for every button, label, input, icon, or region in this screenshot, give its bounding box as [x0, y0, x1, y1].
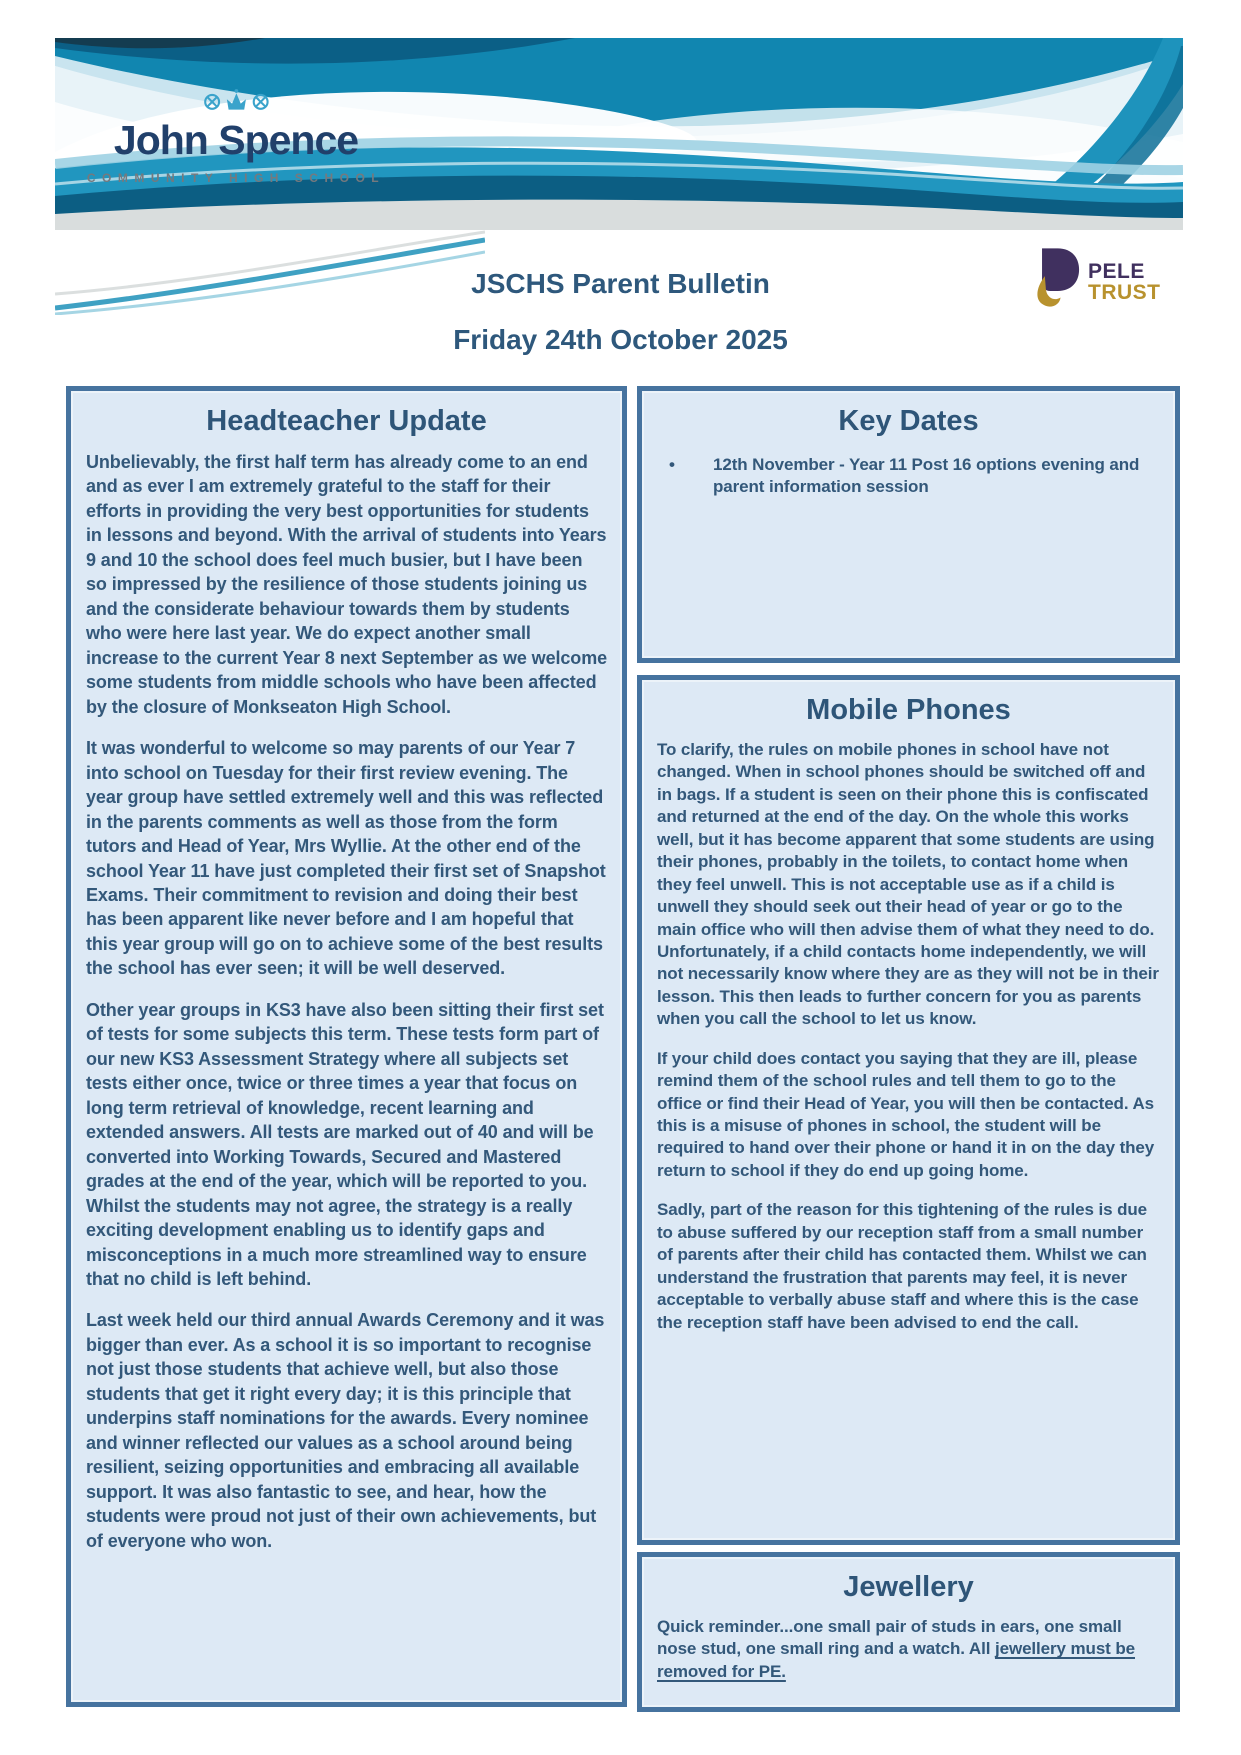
page-date: Friday 24th October 2025 — [453, 324, 788, 355]
pele-trust-logo-icon — [1030, 247, 1080, 309]
headteacher-update-heading: Headteacher Update — [206, 405, 487, 437]
pele-trust-wordmark — [1088, 261, 1161, 309]
headteacher-update-section — [66, 386, 627, 1707]
school-logo — [68, 88, 404, 185]
headteacher-paragraph: It was wonderful to welcome so may parents of our Year 7 into school on Tuesday for their first review evening. The year group have settled extremely well and this was reflected in the parents comments as well as those from the form tutors and Head of Year, Mrs Wyllie. At the other end of the school Year 11 have just completed their first set of Snapshot Exams. Their commitment to revision and doing their best has been apparent like never before and I am hopeful that this year group will go on to achieve some of the best results the school has ever seen; it will be well deserved. — [86, 738, 606, 979]
school-name: John Spence — [113, 117, 359, 163]
crown-icon — [200, 88, 273, 114]
jewellery-section — [637, 1552, 1180, 1712]
jewellery-heading: Jewellery — [843, 1571, 974, 1603]
page-title: JSCHS Parent Bulletin — [471, 268, 770, 299]
headteacher-paragraph: Other year groups in KS3 have also been sitting their first set of tests for some subjects this term. These tests form part of our new KS3 Assessment Strategy where all subjects set tests either once, twice or three times a year that focus on long term retrieval of knowledge, recent learning and extended answers. All tests are marked out of 40 and will be converted into Working Towards, Secured and Mastered grades at the end of the year, which will be reported to you. Whilst the students may not agree, the strategy is a really exciting development enabling us to identify gaps and misconceptions in a much more streamlined way to ensure that no child is left behind. — [86, 999, 604, 1289]
key-dates-heading: Key Dates — [838, 405, 979, 437]
mobile-phones-paragraph: Sadly, part of the reason for this tightening of the rules is due to abuse suffered by our reception staff from a small number of parents after their child has contacted them. Whilst we can understand the frustration that parents may feel, it is never acceptable to verbally abuse staff and where this is the case the reception staff have been advised to end the call. — [657, 1200, 1148, 1332]
school-subtitle: COMMUNITY HIGH SCHOOL — [86, 171, 386, 185]
key-dates-section — [637, 386, 1180, 663]
pele-trust-logo — [1030, 247, 1161, 309]
mobile-phones-paragraph: To clarify, the rules on mobile phones in school have not changed. When in school phones should be switched off and in bags. If a student is seen on their phone this is confiscated and returned at the end of the day. On the whole this works well, but it has become apparent that some students are using their phones, probably in the toilets, to contact home when they feel unwell. This is not acceptable use as if a child is unwell they should seek out their head of year or go to the main office who will then advise them of what they need to do. Unfortunately, if a child contacts home independently, we will not necessarily know where they are as they will not be in their lesson. This then leads to further concern for you as parents when you call the school to let us know. — [657, 740, 1159, 1029]
pele-trust-name-bottom: TRUST — [1088, 281, 1161, 304]
mobile-phones-heading: Mobile Phones — [806, 694, 1011, 726]
headteacher-paragraph: Unbelievably, the first half term has already come to an end and as ever I am extremely grateful to the staff for their efforts in providing the very best opportunities for students in lessons and beyond. With the arrival of students into Years 9 and 10 the school does feel much busier, but I have been so impressed by the resilience of those students joining us and the considerate behaviour towards them by students who were here last year. We do expect another small increase to the current Year 8 next September as we welcome some students from middle schools who have been affected by the closure of Monkseaton High School. — [86, 452, 608, 717]
mobile-phones-section — [637, 675, 1180, 1545]
jewellery-paragraph — [657, 1616, 1160, 1683]
key-dates-list — [657, 454, 1160, 499]
jewellery-text: Quick reminder...one small pair of studs in ears, one small nose stud, one small ring and a watch. All — [657, 1617, 1122, 1659]
headteacher-paragraph: Last week held our third annual Awards Ceremony and it was bigger than ever. As a school it is so important to recognise not just those students that achieve well, but also those students that get it right every day; it is this principle that underpins staff nominations for the awards. Every nominee and winner reflected our values as a school around being resilient, seizing opportunities and embracing all available support. It was also fantastic to see, and hear, how the students were proud not just of their own achievements, but of everyone who won. — [86, 1310, 605, 1551]
jewellery-underlined-text: jewellery must be removed for PE. — [657, 1639, 1135, 1681]
mobile-phones-paragraph: If your child does contact you saying that they are ill, please remind them of the school rules and tell them to go to the office or find their Head of Year, you will then be contacted. As this is a misuse of phones in school, the student will be required to hand over their phone or hand it in on the day they return to school if they do end up going home. — [657, 1048, 1155, 1180]
key-date-item: • 12th November - Year 11 Post 16 options evening and parent information session — [657, 454, 1160, 499]
pele-trust-name-top: PELE — [1088, 260, 1145, 283]
